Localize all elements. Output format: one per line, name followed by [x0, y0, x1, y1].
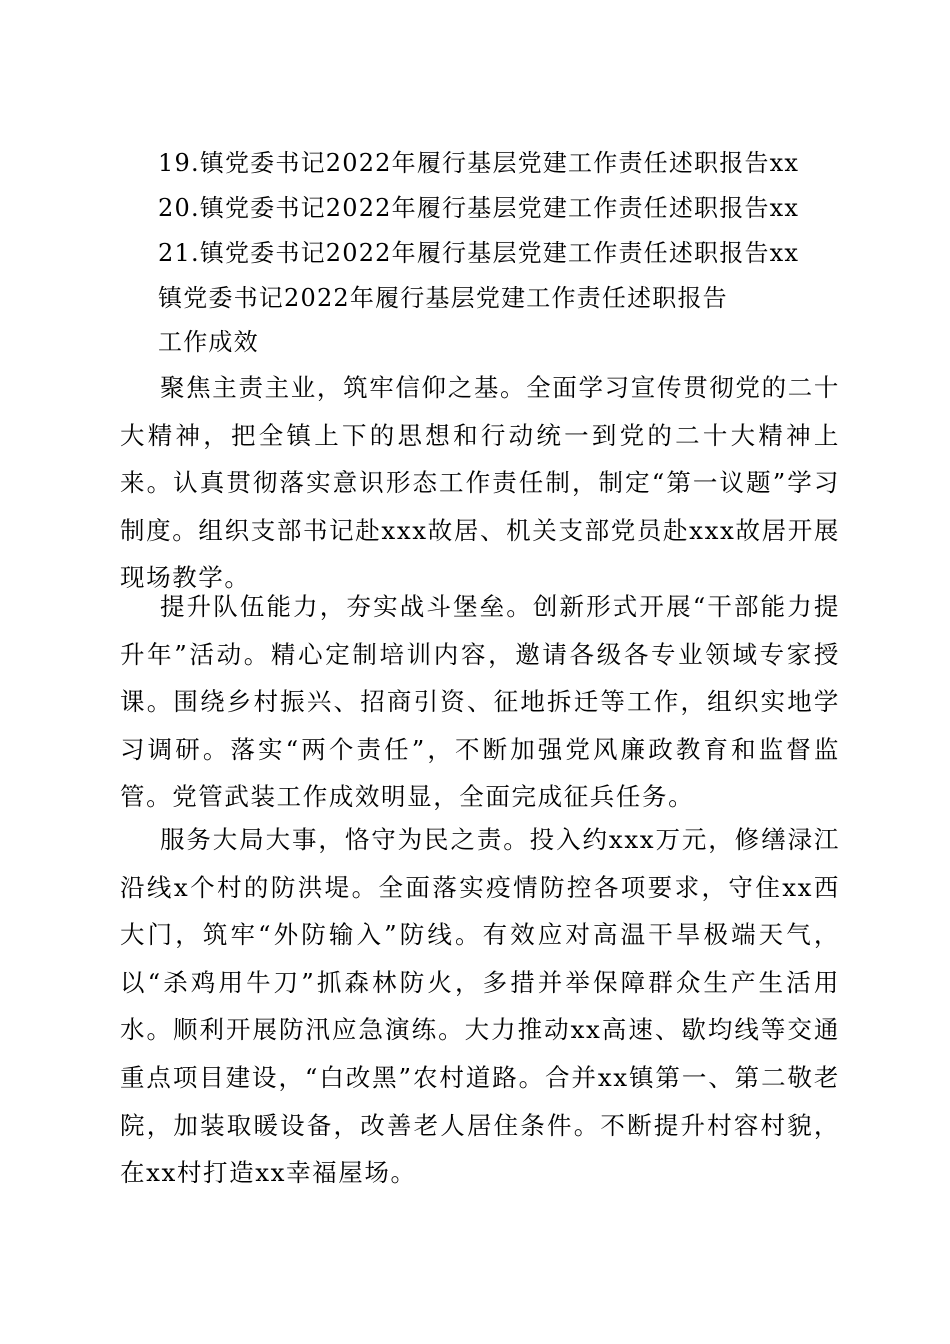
toc-item-20: 20.镇党委书记2022年履行基层党建工作责任述职报告xx: [158, 194, 800, 222]
paragraph-1: 聚焦主责主业，筑牢信仰之基。全面学习宣传贯彻党的二十大精神，把全镇上下的思想和行动统一到党的二十大精神上来。认真贯彻落实意识形态工作责任制，制定“第一议题”学习制度。组织支部书记赴xxx故居、机关支部党员赴xxx故居开展现场教学。: [120, 373, 840, 593]
paragraph-3: 服务大局大事，恪守为民之责。投入约xxx万元，修缮渌江沿线x个村的防洪堤。全面落实疫情防控各项要求，守住xx西大门，筑牢“外防输入”防线。有效应对高温干旱极端天气，以“杀鸡用牛刀”抓森林防火，多措并举保障群众生产生活用水。顺利开展防汛应急演练。大力推动xx高速、歇均线等交通重点项目建设，“白改黑”农村道路。合并xx镇第一、第二敬老院，加装取暖设备，改善老人居住条件。不断提升村容村貌，在xx村打造xx幸福屋场。: [120, 825, 840, 1188]
paragraph-2: 提升队伍能力，夯实战斗堡垒。创新形式开展“干部能力提升年”活动。精心定制培训内容，邀请各级各专业领域专家授课。围绕乡村振兴、招商引资、征地拆迁等工作，组织实地学习调研。落实“两个责任”，不断加强党风廉政教育和监督监管。党管武装工作成效明显，全面完成征兵任务。: [120, 592, 840, 812]
toc-item-21: 21.镇党委书记2022年履行基层党建工作责任述职报告xx: [158, 239, 800, 267]
document-title: 镇党委书记2022年履行基层党建工作责任述职报告: [158, 284, 728, 312]
toc-item-19: 19.镇党委书记2022年履行基层党建工作责任述职报告xx: [158, 149, 800, 177]
section-heading: 工作成效: [158, 328, 259, 356]
